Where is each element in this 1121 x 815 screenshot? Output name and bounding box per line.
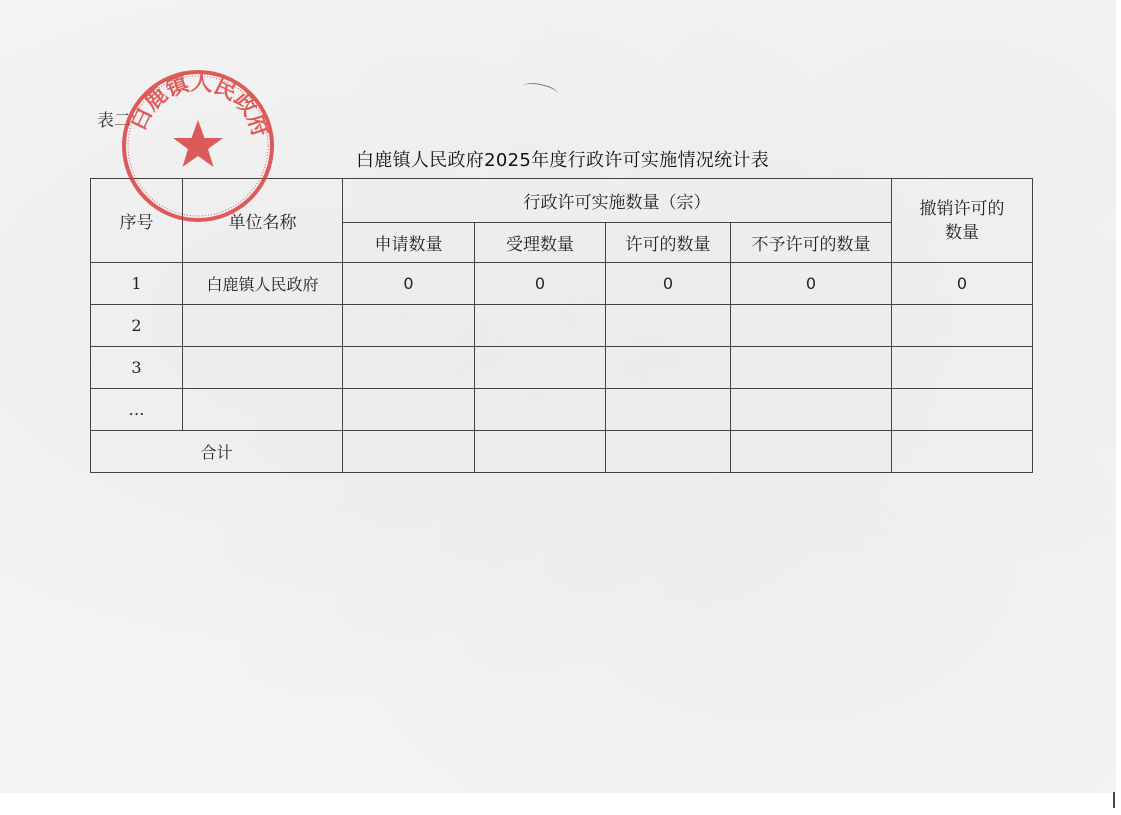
header-unit-name: 单位名称 xyxy=(183,179,343,263)
cell-denied-count xyxy=(731,389,892,431)
cell-total-label: 合计 xyxy=(91,431,343,473)
cell-apply-count xyxy=(343,347,475,389)
header-accept-count: 受理数量 xyxy=(475,223,606,263)
cell-granted-count xyxy=(606,305,731,347)
table-total-row xyxy=(91,431,1033,473)
header-permit-quantity-group: 行政许可实施数量（宗） xyxy=(343,179,892,223)
table-row xyxy=(91,305,1033,347)
cell-unit-name: 白鹿镇人民政府 xyxy=(183,263,343,305)
cell-serial: 1 xyxy=(91,263,183,305)
cell-unit-name xyxy=(183,347,343,389)
cell-accept-count xyxy=(475,347,606,389)
cell-granted-count: 0 xyxy=(606,263,731,305)
table-row xyxy=(91,347,1033,389)
cell-apply-count xyxy=(343,389,475,431)
cell-accept-count: 0 xyxy=(475,263,606,305)
document-title-text: 白鹿镇人民政府2025年度行政许可实施情况统计表 xyxy=(355,150,769,171)
cell-accept-count xyxy=(475,305,606,347)
table-row xyxy=(91,389,1033,431)
header-granted-count: 许可的数量 xyxy=(606,223,731,263)
cell-total-apply xyxy=(343,431,475,473)
cell-total-accept xyxy=(475,431,606,473)
cell-serial: 3 xyxy=(91,347,183,389)
cell-granted-count xyxy=(606,389,731,431)
cell-unit-name xyxy=(183,305,343,347)
seal-text: 白鹿镇人民政府 xyxy=(125,70,273,141)
cell-granted-count xyxy=(606,347,731,389)
cell-denied-count xyxy=(731,347,892,389)
cell-total-granted xyxy=(606,431,731,473)
header-revoked-count xyxy=(892,179,1033,263)
cell-revoked-count xyxy=(892,347,1033,389)
document-title xyxy=(0,146,1121,172)
cell-serial: 2 xyxy=(91,305,183,347)
header-serial: 序号 xyxy=(91,179,183,263)
cell-revoked-count xyxy=(892,305,1033,347)
table-label-prefix: 表二 xyxy=(97,111,131,131)
cell-accept-count xyxy=(475,389,606,431)
cell-total-denied xyxy=(731,431,892,473)
cell-apply-count: 0 xyxy=(343,263,475,305)
cell-denied-count: 0 xyxy=(731,263,892,305)
cell-unit-name xyxy=(183,389,343,431)
cell-revoked-count: 0 xyxy=(892,263,1033,305)
table-row xyxy=(91,263,1033,305)
header-apply-count: 申请数量 xyxy=(343,223,475,263)
header-revoked-text: 撤销许可的数量 xyxy=(919,198,1005,243)
cell-total-revoked xyxy=(892,431,1033,473)
statistics-table xyxy=(90,178,1033,473)
header-denied-count: 不予许可的数量 xyxy=(731,223,892,263)
cell-apply-count xyxy=(343,305,475,347)
cell-revoked-count xyxy=(892,389,1033,431)
cell-serial: … xyxy=(91,389,183,431)
cell-denied-count xyxy=(731,305,892,347)
scan-edge-mark xyxy=(1113,792,1115,808)
